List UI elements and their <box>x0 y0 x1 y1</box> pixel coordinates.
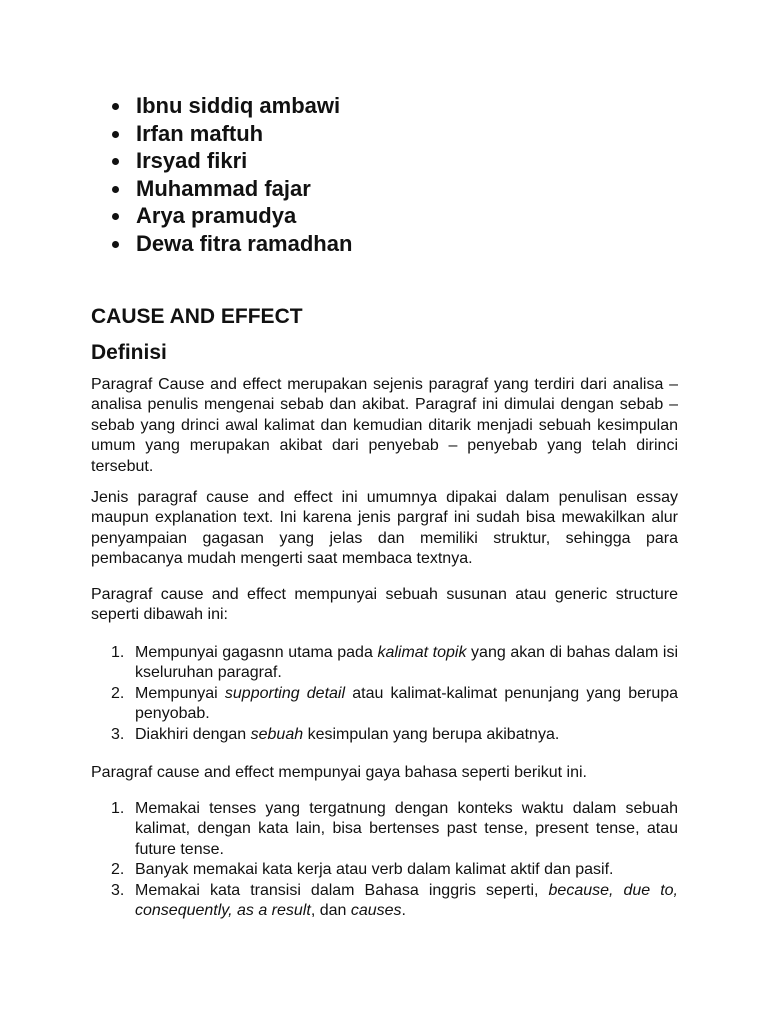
list-number: 3. <box>111 881 125 899</box>
list-item <box>91 860 678 880</box>
paragraph-style-intro: Paragraf cause and effect mempunyai gaya bahasa seperti berikut ini. <box>91 764 587 781</box>
bullet-icon <box>112 158 119 165</box>
list-item <box>91 799 678 860</box>
item-emphasis: supporting detail <box>224 684 346 702</box>
item-text: . <box>401 902 406 920</box>
list-item <box>91 684 678 725</box>
bullet-icon <box>112 241 119 248</box>
list-item <box>106 147 352 175</box>
item-text: , dan <box>310 902 351 920</box>
bullet-icon <box>112 103 119 110</box>
style-list <box>91 799 678 921</box>
paragraph-usage: Jenis paragraf cause and effect ini umumnya dipakai dalam penulisan essay maupun explanation text. Ini karena jenis pargraf ini sudah bisa mewakilkan alur penyampaian gagasan yang jelas dan memiliki struktur, sehingga para pembacanya mudah mengerti saat membaca textnya. <box>91 489 678 568</box>
member-name: Arya pramudya <box>136 203 297 229</box>
list-number: 3. <box>111 725 125 743</box>
paragraph-structure-intro: Paragraf cause and effect mempunyai sebuah susunan atau generic structure seperti dibawah ini: <box>91 586 678 624</box>
item-text: kesimpulan yang berupa akibatnya. <box>303 725 560 743</box>
member-name: Irfan maftuh <box>136 120 264 146</box>
item-text: Memakai tenses yang tergatnung dengan konteks waktu dalam sebuah kalimat, dengan kata lain, bisa bertenses past tense, present tense, atau future tense. <box>135 800 678 858</box>
item-text: Mempunyai <box>135 684 225 702</box>
list-item <box>106 92 352 120</box>
bullet-icon <box>112 213 119 220</box>
member-name: Muhammad fajar <box>136 175 311 201</box>
item-emphasis: kalimat topik <box>377 644 467 661</box>
list-number: 2. <box>111 684 125 702</box>
structure-list <box>91 643 678 745</box>
list-number: 2. <box>111 861 125 879</box>
list-item <box>106 120 352 148</box>
item-text: yang akan di bahas dalam isi kseluruhan paragraf. <box>135 644 679 682</box>
section-subheading: Definisi <box>91 341 167 364</box>
list-item <box>106 202 352 230</box>
list-number: 1. <box>111 644 125 661</box>
list-number: 1. <box>111 800 125 817</box>
section-heading: CAUSE AND EFFECT <box>91 305 303 328</box>
list-item <box>91 643 678 684</box>
bullet-icon <box>112 186 119 193</box>
member-name: Ibnu siddiq ambawi <box>136 93 341 118</box>
member-list <box>106 92 352 258</box>
list-item <box>106 175 352 203</box>
list-item <box>91 725 678 745</box>
list-item <box>106 230 352 258</box>
paragraph-definition: Paragraf Cause and effect merupakan sejenis paragraf yang terdiri dari analisa – analisa penulis mengenai sebab dan akibat. Paragraf ini dimulai dengan sebab – sebab yang drinci awal kalimat dan kemudian ditarik menjadi sebuah kesimpulan umum yang merupakan akibat dari penyebab – penyebab yang telah dirinci tersebut. <box>91 376 678 475</box>
item-emphasis: sebuah <box>250 725 304 743</box>
member-name: Dewa fitra ramadhan <box>136 230 353 256</box>
item-text: Memakai kata transisi dalam Bahasa inggris seperti, <box>135 881 549 899</box>
item-emphasis: causes <box>350 902 402 920</box>
item-text: Diakhiri dengan <box>135 725 251 743</box>
item-emphasis: because, due to, consequently, as a result <box>135 881 679 920</box>
list-item <box>91 881 678 922</box>
item-text: Mempunyai gagasnn utama pada <box>135 644 378 661</box>
item-text: atau kalimat-kalimat penunjang yang berupa penyobab. <box>135 684 679 723</box>
member-name: Irsyad fikri <box>136 148 248 174</box>
item-text: Banyak memakai kata kerja atau verb dalam kalimat aktif dan pasif. <box>135 861 614 879</box>
bullet-icon <box>112 131 119 138</box>
